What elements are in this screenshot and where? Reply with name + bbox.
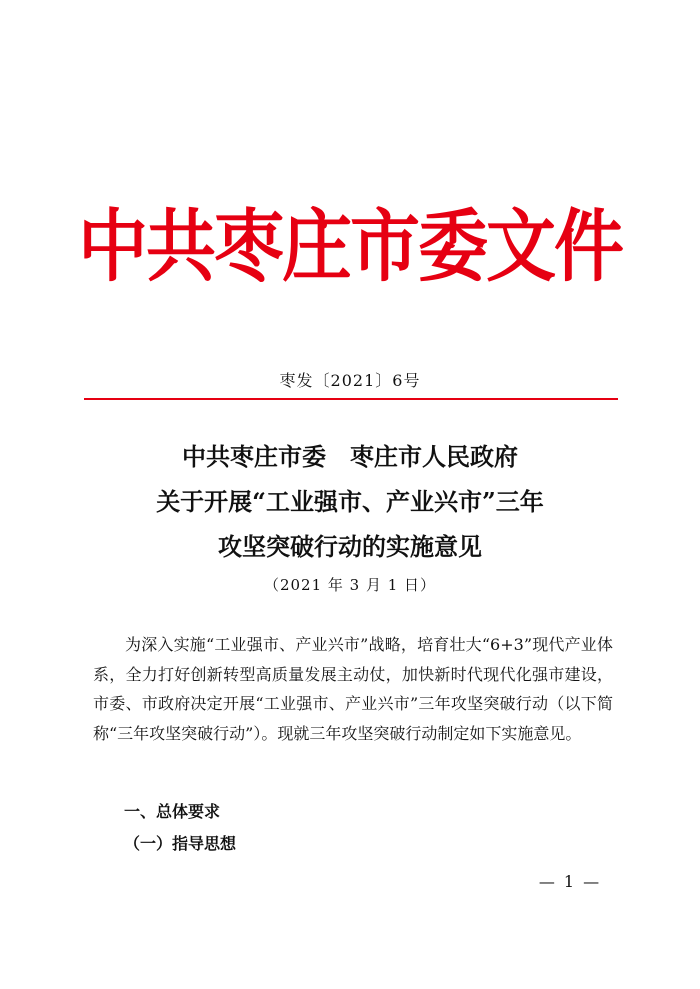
document-masthead: 中共枣庄市委文件: [78, 200, 622, 293]
page-number: — 1 —: [538, 872, 602, 891]
subsection-heading: （一）指导思想: [124, 834, 237, 853]
document-date: （2021 年 3 月 1 日）: [263, 576, 437, 594]
title-line-2: 关于开展“工业强市、产业兴市”三年: [156, 487, 544, 516]
title-line-1: 中共枣庄市委 枣庄市人民政府: [182, 442, 518, 471]
title-line-3: 攻坚突破行动的实施意见: [218, 532, 482, 561]
document-title: [0, 434, 700, 569]
section-heading: 一、总体要求: [124, 802, 221, 821]
document-number: 枣发〔2021〕6号: [279, 371, 421, 390]
red-separator-line: [84, 398, 618, 400]
body-paragraph: 为深入实施“工业强市、产业兴市”战略，培育壮大“6+3”现代产业体系，全力打好创新转型高质量发展主动仗，加快新时代现代化强市建设，市委、市政府决定开展“工业强市、产业兴市”三年攻坚突破行动（以下简称“三年攻坚突破行动”）。现就三年攻坚突破行动制定如下实施意见。: [93, 635, 613, 743]
